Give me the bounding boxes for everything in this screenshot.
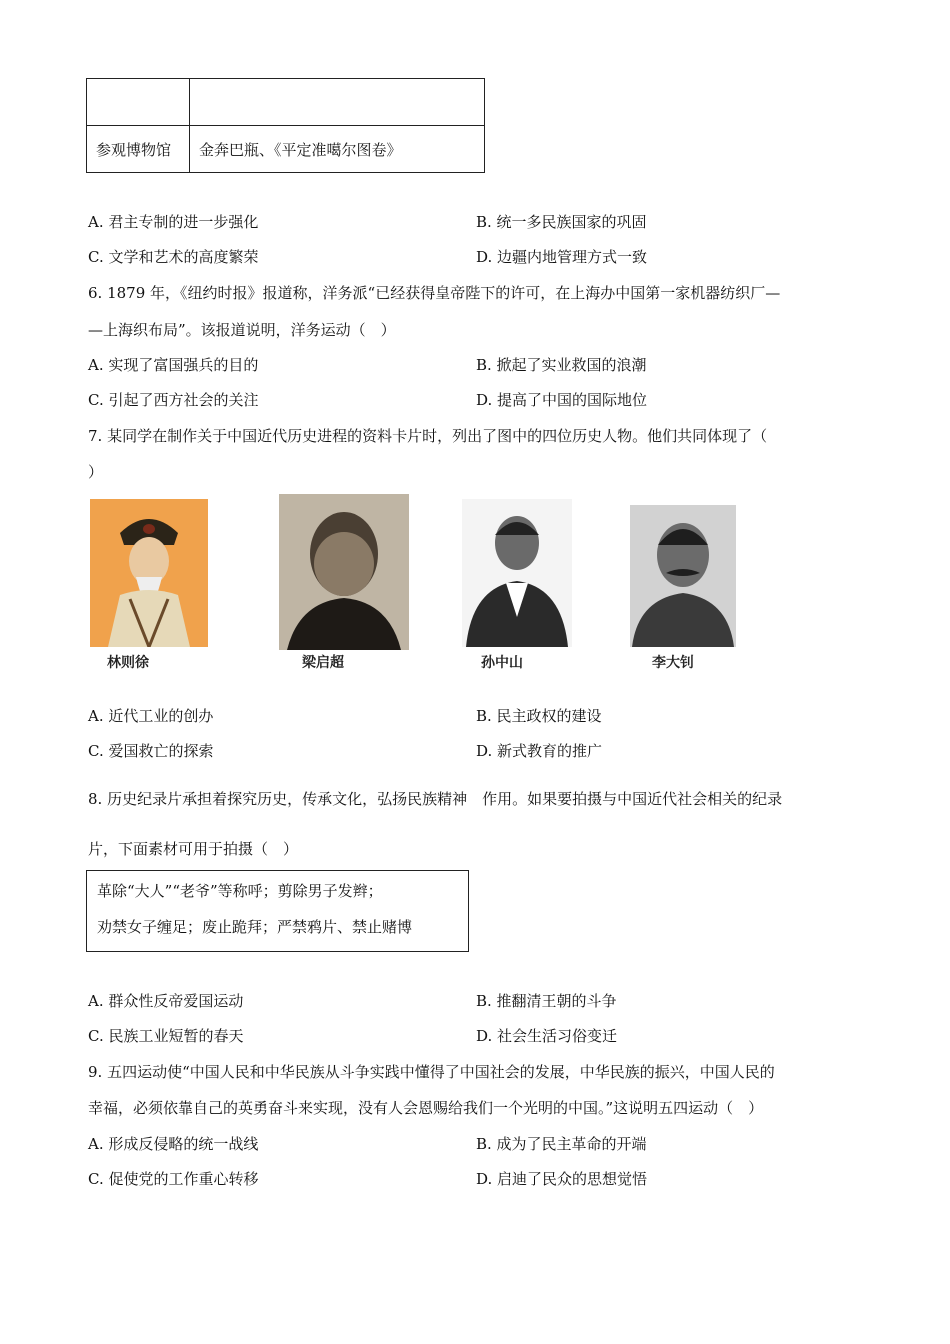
caption-liang-qichao: 梁启超: [302, 655, 344, 671]
q9-option-a: A. 形成反侵略的统一战线: [88, 1135, 259, 1153]
q6-option-c: C. 引起了西方社会的关注: [88, 391, 259, 409]
q9-option-c: C. 促使党的工作重心转移: [88, 1170, 259, 1188]
q8-option-a: A. 群众性反帝爱国运动: [88, 992, 244, 1010]
table-cell: [87, 79, 190, 126]
q9-stem: 9. 五四运动使“中国人民和中华民族从斗争实践中懂得了中国社会的发展，中华民族的振兴，中国人民的: [88, 1063, 775, 1081]
q8-material-box: [86, 870, 469, 952]
q8-stem: 8. 历史纪录片承担着探究历史，传承文化，弘扬民族精神 作用。如果要拍摄与中国近代社会相关的纪录: [88, 790, 783, 808]
q5-option-c: C. 文学和艺术的高度繁荣: [88, 248, 259, 266]
q8-option-b: B. 推翻清王朝的斗争: [476, 992, 617, 1010]
q7-stem-cont: ）: [88, 463, 104, 481]
q8-box-line: 革除“大人”“老爷”等称呼；剪除男子发辫；: [97, 882, 383, 900]
q9-stem-cont: 幸福，必须依靠自己的英勇奋斗来实现，没有人会恩赐给我们一个光明的中国。”这说明五四运动（ ）: [88, 1099, 764, 1117]
portrait-li-dazhao: [630, 505, 736, 647]
q7-option-c: C. 爱国救亡的探索: [88, 742, 214, 760]
table-cell: 金奔巴瓶、《平定准噶尔图卷》: [190, 126, 485, 173]
q6-stem: 6. 1879 年，《纽约时报》报道称，洋务派“已经获得皇帝陛下的许可，在上海办中国第一家机器纺织厂—: [88, 284, 781, 302]
caption-li-dazhao: 李大钊: [652, 655, 694, 671]
q6-option-d: D. 提高了中国的国际地位: [476, 391, 648, 409]
q6-option-a: A. 实现了富国强兵的目的: [88, 356, 259, 374]
table-cell: [190, 79, 485, 126]
museum-table: [86, 78, 485, 173]
caption-sun-yat-sen: 孙中山: [481, 655, 523, 671]
q5-option-d: D. 边疆内地管理方式一致: [476, 248, 648, 266]
q5-option-a: A. 君主专制的进一步强化: [88, 213, 259, 231]
q7-option-d: D. 新式教育的推广: [476, 742, 603, 760]
q8-option-c: C. 民族工业短暂的春天: [88, 1027, 244, 1045]
q7-option-b: B. 民主政权的建设: [476, 707, 602, 725]
caption-lin-zexu: 林则徐: [107, 655, 149, 671]
portrait-sun-yat-sen: [462, 499, 572, 647]
q7-option-a: A. 近代工业的创办: [88, 707, 214, 725]
q6-stem-cont: —上海织布局”。该报道说明，洋务运动（ ）: [88, 321, 396, 339]
portrait-liang-qichao: [279, 494, 409, 650]
q8-box-line: 劝禁女子缠足；废止跪拜；严禁鸦片、禁止赌博: [97, 918, 413, 936]
table-cell: 参观博物馆: [87, 126, 190, 173]
q8-stem-cont: 片，下面素材可用于拍摄（ ）: [88, 840, 299, 858]
q9-option-d: D. 启迪了民众的思想觉悟: [476, 1170, 648, 1188]
q9-option-b: B. 成为了民主革命的开端: [476, 1135, 647, 1153]
q8-option-d: D. 社会生活习俗变迁: [476, 1027, 618, 1045]
q5-option-b: B. 统一多民族国家的巩固: [476, 213, 647, 231]
q6-option-b: B. 掀起了实业救国的浪潮: [476, 356, 647, 374]
q7-stem: 7. 某同学在制作关于中国近代历史进程的资料卡片时，列出了图中的四位历史人物。他们共同体现了（: [88, 427, 768, 445]
portrait-lin-zexu: [90, 499, 208, 647]
